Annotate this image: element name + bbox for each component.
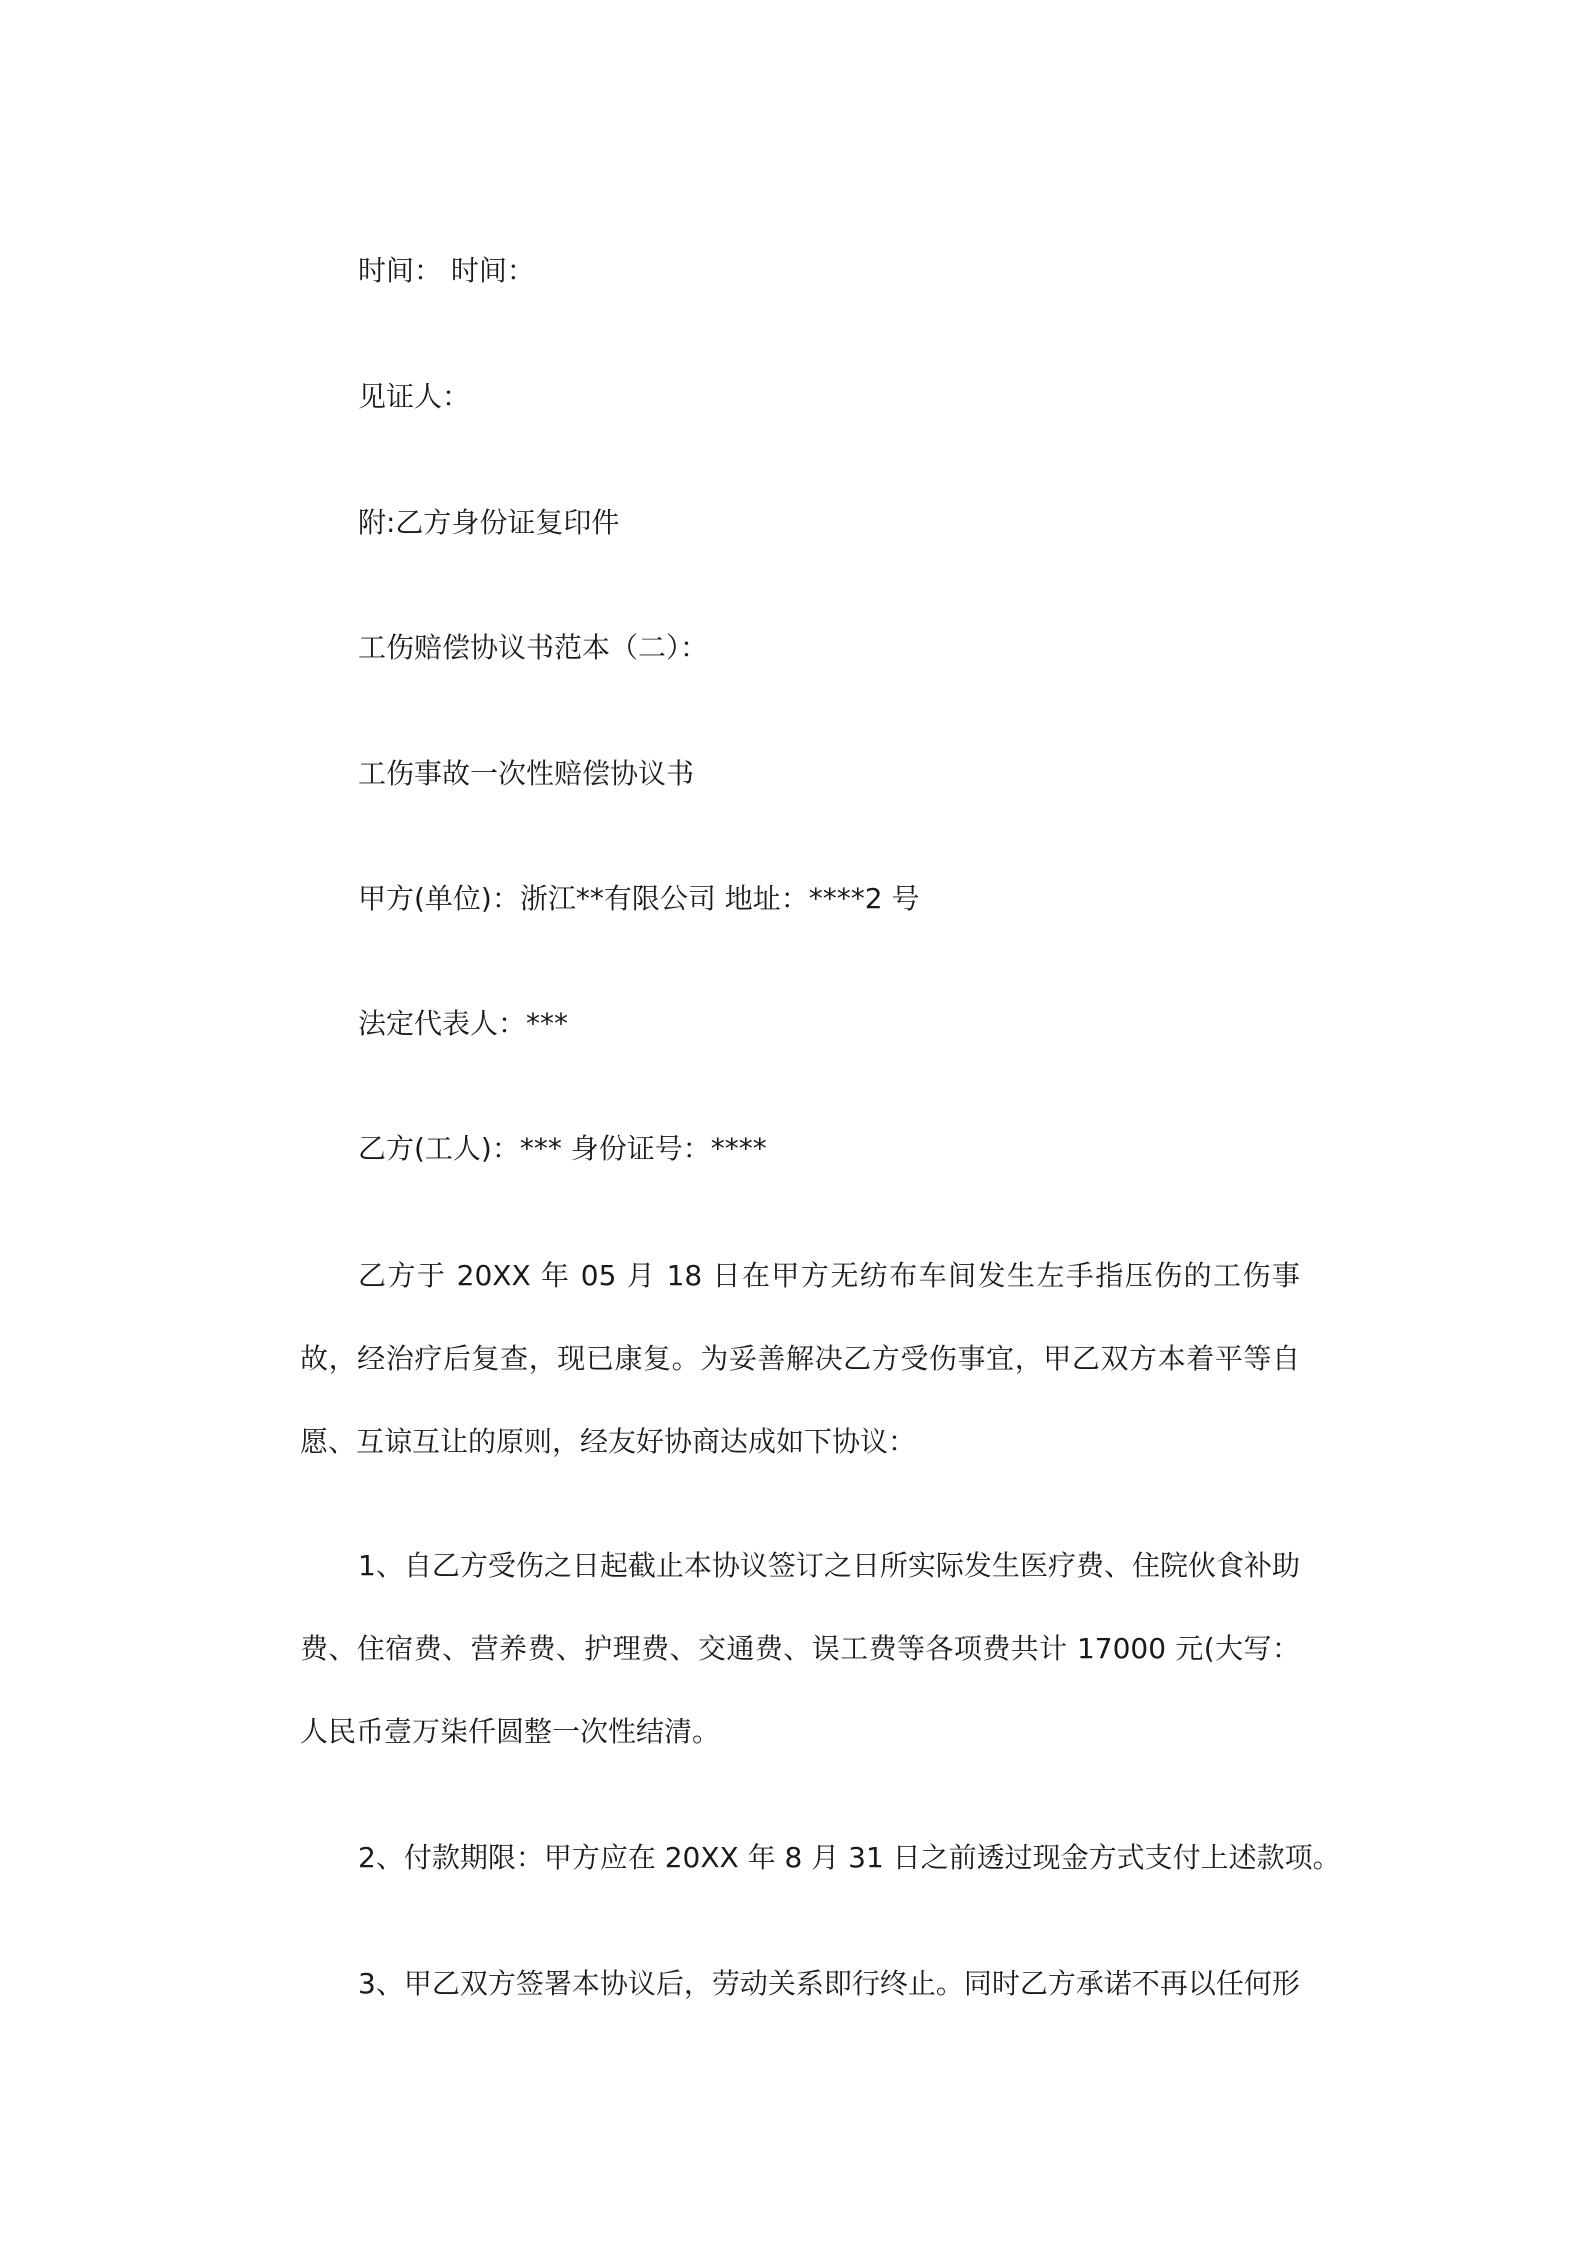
clause-2-paragraph: 2、付款期限：甲方应在 20XX 年 8 月 31 日之前透过现金方式支付上述款项。 xyxy=(358,1841,1341,1874)
attachment-line: 附:乙方身份证复印件 xyxy=(358,506,620,539)
witness-line: 见证人： xyxy=(358,380,471,413)
legal-representative-line: 法定代表人：*** xyxy=(358,1007,569,1040)
sample-title: 工伤赔偿协议书范本（二）： xyxy=(358,631,709,664)
document-title: 工伤事故一次性赔偿协议书 xyxy=(358,757,695,790)
party-b-line: 乙方(工人)：*** 身份证号：**** xyxy=(358,1132,767,1165)
intro-paragraph: 乙方于 20XX 年 05 月 18 日在甲方无纺布车间发生左手指压伤的工伤事故，经治疗后复查，现已康复。为妥善解决乙方受伤事宜，甲乙双方本着平等自愿、互谅互让的原则，经友好协商达成如下协议： xyxy=(300,1259,1300,1458)
time-line: 时间： 时间： xyxy=(358,254,535,287)
party-a-line: 甲方(单位)：浙江**有限公司 地址：****2 号 xyxy=(358,882,920,915)
clause-3-paragraph: 3、甲乙双方签署本协议后，劳动关系即行终止。同时乙方承诺不再以任何形 xyxy=(358,1967,1300,2000)
clause-1-paragraph: 1、自乙方受伤之日起截止本协议签订之日所实际发生医疗费、住院伙食补助费、住宿费、营养费、护理费、交通费、误工费等各项费共计 17000 元(大写：人民币壹万柒仟圆整一次性结清。 xyxy=(300,1549,1300,1748)
